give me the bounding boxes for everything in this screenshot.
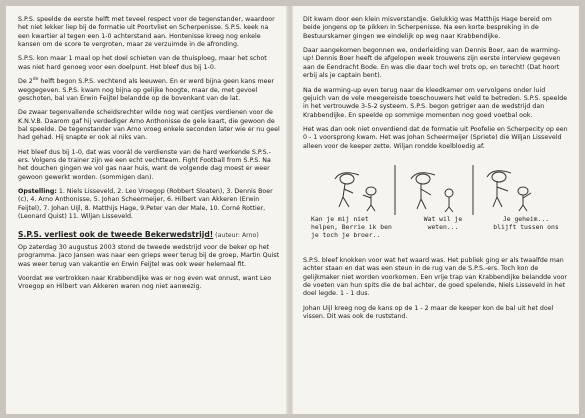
left-page — [6, 6, 289, 414]
speech-bubble: Kan je mij niet helpen, Berrie ik ben je toch je broer.. — [311, 215, 392, 240]
paragraph — [18, 78, 280, 103]
comic-strip — [303, 157, 569, 253]
paragraph: Op zaterdag 30 augustus 2003 stond de tweede wedstrijd voor de beker op het programma. Jaco Jansen was naar een grieps weer terug bij de groep, Martin Quist was weer terug van vakantie en Erwin Feijtel was ook weer helemaal fit. — [18, 243, 280, 268]
paragraph: Johan Uijl kreeg nog de kans op de 1 - 2 maar de keeper kon de bal uit het doel vissen. Dit was ook de ruststand. — [303, 304, 554, 321]
speech-bubble: Wat wil je weten... — [423, 215, 463, 232]
paragraph: Het bleef dus bij 1-0, dat was voorál de verdienste van de hard werkende S.P.S.-ers. Volgens de trainer zijn we een echt vechtteam. Fight Football from S.P.S. Na het douchen gingen we vol gas naar huis, want de volgende dag moest er weer gewoon gewerkt worden. (sommigen dan). — [18, 148, 271, 181]
heading-title: S.P.S. verliest ook de tweede Bekerwedstrijd! — [18, 229, 214, 239]
paragraph: Het was dan ook niet onverdiend dat de formatie uit Poofelie en Scherpecity op een 0 - 1 voorsprong kwam. Het was Johan Scheermeijer (Spriete) die Wiljan Lisseveld alleen voor de keeper zette. Wiljan rondde koelbloedig af. — [303, 125, 568, 150]
paragraph: S.P.S. bleef knokken voor wat het waard was. Het publiek ging er als twaalfde man achter staan en dat was een steun in de rug van de S.P.S.-ers. Toch kon de gelijkmaker niet worden voorkomen. Een vrije trap van Krabbendijke belandde voor de voeten van hun spits die de bal achter, de goed spelende, Niels Lisseveld in het doel legde. 1 - 1 dus. — [303, 257, 567, 298]
superscript: de — [32, 77, 39, 83]
lineup-paragraph — [18, 188, 280, 221]
paragraph: Dit kwam door een klein misverstandje. Gelukkig was Matthijs Hage bereid om beide jongens op te pikken in Scherpenisse. Na een korte bespreking in de Bestuurskamer gingen we eindelijk op weg naar Krabbendijke. — [303, 16, 552, 40]
paragraph: S.P.S. kon maar 1 maal op het doel schieten van de thuisploeg, maar het schot was niet hard genoeg voor een doelpunt. Het bleef dus bij 1-0. — [18, 55, 267, 71]
text-run: De 2 — [18, 78, 33, 86]
right-page — [292, 6, 579, 414]
article-heading — [18, 230, 280, 239]
lineup-text: 1. Niels Lisseveld, 2. Leo Vroegop (Robbert Sloaten), 3. Dennis Boer (c), 4. Arno Anthonisse, 5. Johan Scheermeijer, 6. Hilbert van Akkeren (Erwin Feijtel), 7. Johan Uijl, 8. Matthijs Hage, 9.Peter van der Male, 10. Corné Rottier, (Leonard Quist) 11. Wiljan Lisseveld. — [18, 188, 273, 221]
paragraph: Na de warming-up even terug naar de kleedkamer om vervolgens onder luid gejuich van de vele meegereisde toeschouwers het veld te betreden. S.P.S. speelde in het vertrouwde 3-5-2 systeem. S.P.S. begon getriger aan de wedstrijd dan Krabbendijke. En speelde op sommige momenten nog goed voetbal ook. — [303, 86, 568, 119]
text-run: helft begon S.P.S. vechtend als leeuwen. En er werd bijna geen kans meer weggegeven. S.P.S. kwam nog bijna op gelijke hoogte, maar de, met gevoel geschoten, bal van Erwin Feijtel belandde op de bovenkant van de lat. — [18, 78, 275, 102]
speech-bubble: Je geheim... blijft tussen ons — [493, 215, 559, 232]
paragraph: Daar aangekomen begonnen we, onderleiding van Dennis Boer, aan de warming-up! Dennis Boer heeft de afgelopen week trouwens zijn eerste interview gegeven aan de Eendracht Bode. En was die daar toch wel trots op, en terecht! (Dat hoort erbij als je captain bent). — [303, 47, 561, 80]
comic-drawing — [325, 157, 555, 217]
paragraph: Voordat we vertrokken naar Krabbendijke was er nog even wat onrust, want Leo Vroegop en Hilbert van Akkeren waren nog niet aanwezig. — [18, 275, 272, 291]
lineup-label: Opstelling: — [18, 188, 57, 196]
paragraph: S.P.S. speelde de eerste helft met teveel respect voor de tegenstander, waardoor het niet lekker liep bij de formatie uit Poortvliet en Scherpenisse. S.P.S. keek na een kwartier al tegen een 1-0 achterstand aan. Hontenisse kreeg nog enkele kansen om de score te vergroten, maar ze verzuimde in de afronding. — [18, 16, 275, 49]
paragraph: De zwaar tegenvallende scheidsrechter wilde nog wat centjes verdienen voor de K.N.V.B. Daarom gaf hij verdediger Arno Anthonisse de gele kaart, die gewoon de bal speelde. De tegenstander van Arno vroeg enkele seconden later wie er nu geel had gehad. Hij snapte er ook al niks van. — [18, 109, 280, 142]
heading-author: (auteur: Arno) — [213, 231, 259, 239]
